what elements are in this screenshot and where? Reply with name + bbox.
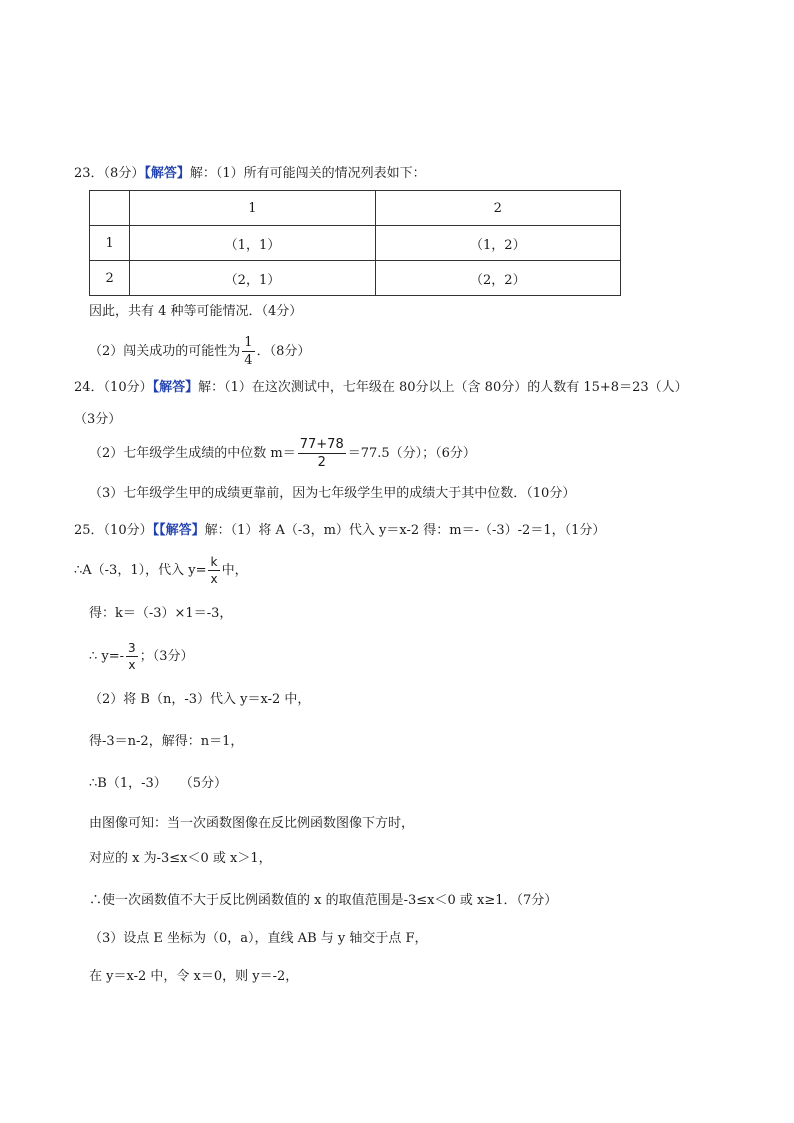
- q25-line3: 得：k＝（-3）×1＝-3，: [89, 606, 233, 621]
- q25-line9: 对应的 x 为-3≤x＜0 或 x＞1，: [89, 851, 272, 866]
- q25-line4-tail: ；（3分）: [139, 649, 194, 664]
- q23-number: 23．: [74, 166, 104, 181]
- q25-line4: [89, 642, 193, 672]
- table-cell: （1，2）: [375, 226, 620, 261]
- table-cell: （2，2）: [375, 261, 620, 296]
- q25-line2-text: ∴A（-3，1），代入 y=: [74, 563, 207, 578]
- q25-line5: （2）将 B（n，-3）代入 y＝x-2 中，: [89, 692, 311, 707]
- probability-fraction: [242, 336, 254, 367]
- q25-line4-text: ∴ y=-: [89, 649, 125, 664]
- k-over-x-fraction: [208, 556, 219, 585]
- fraction-denominator: 2: [317, 455, 326, 470]
- q24-line2-tail: ＝77.5（分）；（6分）: [347, 446, 476, 461]
- q24-line2-text: （2）七年级学生成绩的中位数 m＝: [89, 446, 296, 461]
- table-header-cell: 2: [375, 191, 620, 226]
- q25-score: （10分）: [103, 523, 153, 538]
- q25-line8: 由图像可知：当一次函数图像在反比例函数图像下方时，: [89, 816, 415, 831]
- q25-number: 25．: [74, 523, 104, 538]
- q24-answer-tag: 【解答】: [152, 380, 199, 395]
- q23-line2-tail: ．（8分）: [256, 344, 311, 359]
- fraction-numerator: 1: [244, 335, 253, 350]
- table-row: [90, 261, 621, 296]
- table-cell: （2，1）: [130, 261, 375, 296]
- q23-score: （8分）: [103, 166, 145, 181]
- q23-answer-tag: 【解答】: [144, 166, 190, 181]
- q23-line1: 因此，共有 4 种等可能情况．（4分）: [89, 304, 303, 319]
- q24-heading: [74, 378, 688, 398]
- q23-line2-text: （2）闯关成功的可能性为: [89, 344, 241, 359]
- q25-line6: 得-3＝n-2，解得：n＝1，: [89, 734, 244, 749]
- q24-number: 24．: [74, 380, 104, 395]
- table-header-row: [90, 191, 621, 226]
- q25-line1: 解：（1）将 A（-3，m）代入 y＝x-2 得：m＝-（-3）-2＝1，（1分）: [204, 523, 606, 538]
- q25-answer-tag: 【【解答】: [152, 523, 205, 538]
- q24-line1: 解：（1）在这次测试中，七年级在 80分以上（含 80分）的人数有 15+8＝23（人）: [198, 380, 688, 395]
- fraction-numerator: k: [208, 556, 219, 571]
- fraction-denominator: x: [128, 658, 136, 672]
- median-fraction: [298, 438, 346, 469]
- fraction-numerator: 77+78: [299, 437, 344, 452]
- table-cell: 2: [90, 261, 130, 296]
- table-cell: （1，1）: [130, 226, 375, 261]
- table-header-cell: 1: [130, 191, 375, 226]
- fraction-numerator: 3: [128, 641, 136, 655]
- q24-line3: （3）七年级学生甲的成绩更靠前，因为七年级学生甲的成绩大于其中位数．（10分）: [89, 486, 576, 501]
- neg-3-over-x-fraction: [126, 642, 138, 671]
- q25-line12: 在 y＝x-2 中，令 x＝0，则 y＝-2，: [89, 969, 299, 984]
- fraction-denominator: x: [210, 572, 218, 586]
- q25-line2-tail: 中，: [221, 563, 248, 578]
- q25-heading: [74, 521, 605, 541]
- table-cell: 1: [90, 226, 130, 261]
- q25-line7: ∴B（1，-3） （5分）: [89, 776, 228, 791]
- q25-line11: （3）设点 E 坐标为（0，a），直线 AB 与 y 轴交于点 F，: [89, 931, 428, 946]
- q23-heading: [74, 164, 426, 184]
- table-corner-cell: [90, 191, 130, 226]
- q24-line2: [89, 438, 476, 469]
- q23-line2: [89, 336, 310, 367]
- outcome-table: [89, 190, 621, 296]
- q25-line10: ∴使一次函数值不大于反比例函数值的 x 的取值范围是-3≤x＜0 或 x≥1．（7分）: [89, 893, 558, 908]
- q23-intro: 解：（1）所有可能闯关的情况列表如下：: [189, 166, 426, 181]
- table-row: [90, 226, 621, 261]
- fraction-denominator: 4: [244, 353, 253, 368]
- q24-score: （10分）: [103, 380, 153, 395]
- q24-line1b: （3分）: [74, 412, 122, 427]
- q25-line2: [74, 556, 248, 586]
